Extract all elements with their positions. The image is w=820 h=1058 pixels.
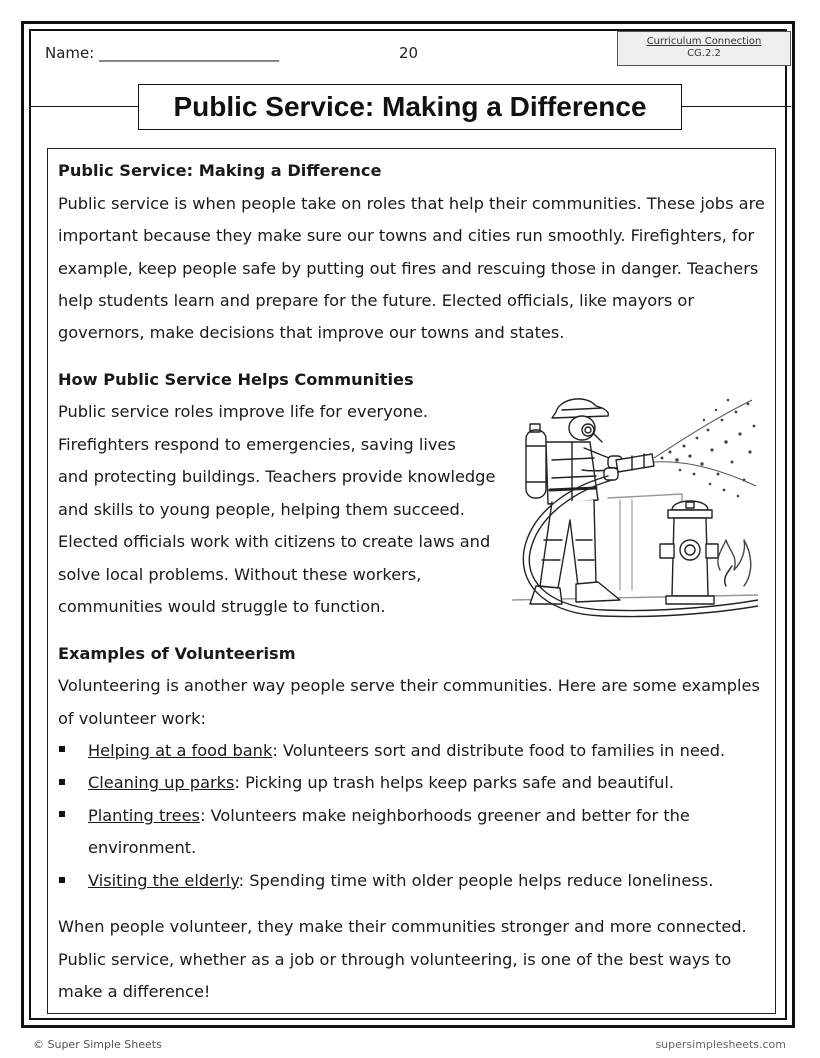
bullet-icon <box>59 877 65 883</box>
list-item-text: : Spending time with older people helps reduce loneliness. <box>238 871 714 890</box>
list-item <box>88 767 674 799</box>
list-item-term: Cleaning up parks <box>88 773 235 792</box>
volunteer-line: Volunteering is another way people serve their communities. Here are some examples <box>58 676 760 695</box>
website-link[interactable]: supersimplesheets.com <box>655 1038 786 1051</box>
bullet-icon <box>59 811 65 817</box>
list-item-text: : Volunteers make neighborhoods greener and better for the <box>199 806 690 825</box>
closing-line: When people volunteer, they make their communities stronger and more connected. <box>58 917 747 936</box>
volunteer-line: of volunteer work: <box>58 709 206 728</box>
list-item <box>88 800 690 832</box>
helps-line: Firefighters respond to emergencies, saving lives <box>58 435 456 454</box>
list-item-text: : Volunteers sort and distribute food to families in need. <box>272 741 726 760</box>
helps-line: solve local problems. Without these workers, <box>58 565 422 584</box>
helps-line: Public service roles improve life for everyone. <box>58 402 429 421</box>
intro-heading: Public Service: Making a Difference <box>58 161 382 180</box>
page-title: Public Service: Making a Difference <box>138 84 682 130</box>
list-item <box>88 865 713 897</box>
page-number: 20 <box>399 44 419 62</box>
helps-line: and skills to young people, helping them succeed. <box>58 500 465 519</box>
name-field[interactable]: Name: ________________________ <box>45 44 280 62</box>
bullet-icon <box>59 746 65 752</box>
list-item <box>88 735 725 767</box>
curriculum-code: CG.2.2 <box>687 48 721 59</box>
helps-line: communities would struggle to function. <box>58 597 386 616</box>
volunteer-heading: Examples of Volunteerism <box>58 644 296 663</box>
copyright-text: © Super Simple Sheets <box>33 1038 162 1051</box>
curriculum-connection-box <box>617 31 791 66</box>
closing-line: Public service, whether as a job or through volunteering, is one of the best ways to <box>58 950 732 969</box>
intro-line: help students learn and prepare for the future. Elected officials, like mayors or <box>58 291 694 310</box>
intro-line: Public service is when people take on roles that help their communities. These jobs are <box>58 194 765 213</box>
closing-line: make a difference! <box>58 982 211 1001</box>
list-item-term: Helping at a food bank <box>88 741 273 760</box>
intro-line: governors, make decisions that improve our towns and states. <box>58 323 565 342</box>
list-item-continuation: environment. <box>88 838 197 857</box>
intro-line: example, keep people safe by putting out fires and rescuing those in danger. Teachers <box>58 259 759 278</box>
helps-line: and protecting buildings. Teachers provide knowledge <box>58 467 496 486</box>
helps-line: Elected officials work with citizens to create laws and <box>58 532 491 551</box>
list-item-term: Planting trees <box>88 806 200 825</box>
bullet-icon <box>59 779 65 785</box>
firefighter-illustration <box>512 390 758 626</box>
intro-line: important because they make sure our towns and cities run smoothly. Firefighters, for <box>58 226 755 245</box>
list-item-text: : Picking up trash helps keep parks safe and beautiful. <box>234 773 674 792</box>
helps-heading: How Public Service Helps Communities <box>58 370 414 389</box>
curriculum-connection-link[interactable]: Curriculum Connection <box>646 36 762 47</box>
list-item-term: Visiting the elderly <box>88 871 239 890</box>
